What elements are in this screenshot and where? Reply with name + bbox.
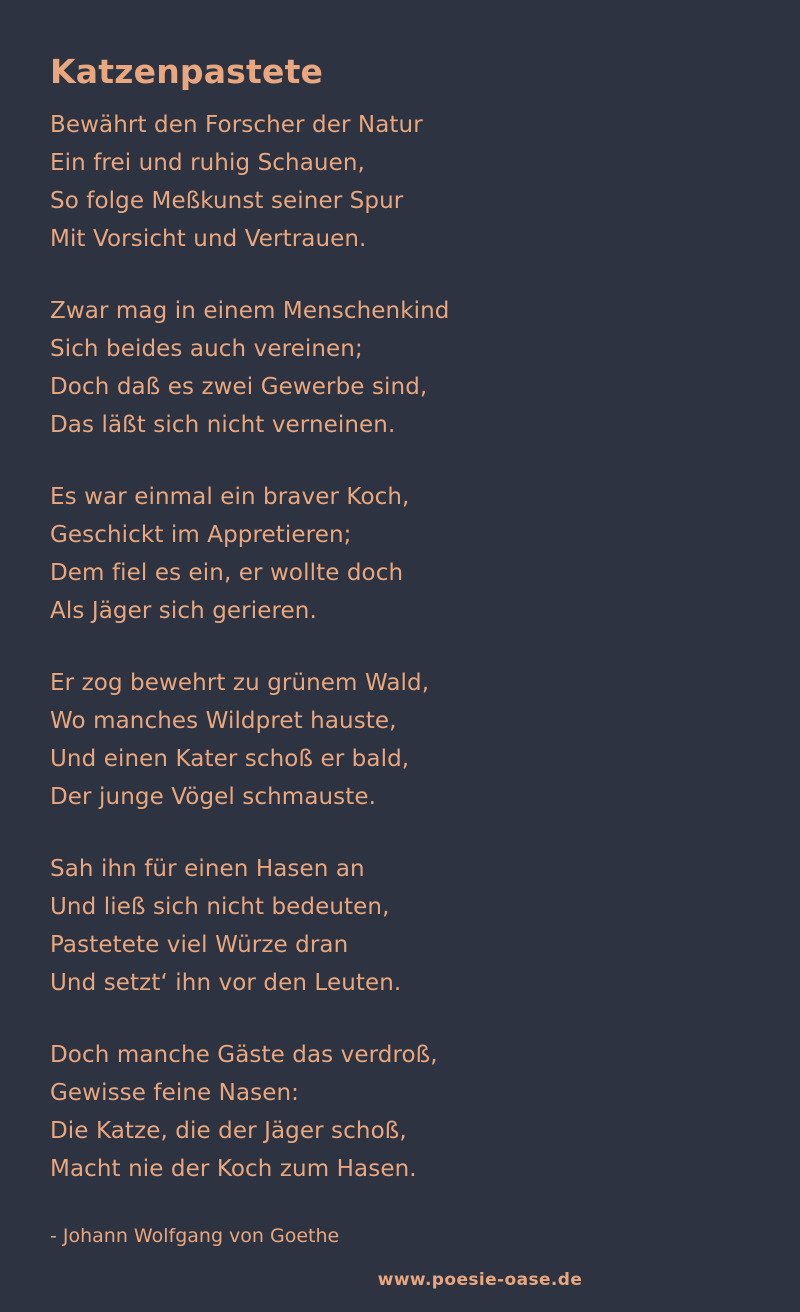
poem-line: Doch manche Gäste das verdroß,	[50, 1041, 438, 1068]
poem-line: Die Katze, die der Jäger schoß,	[50, 1117, 407, 1144]
page-title: Katzenpastete	[50, 52, 324, 91]
poem-line: Und ließ sich nicht bedeuten,	[50, 893, 390, 920]
stanza	[50, 850, 750, 1002]
poem-line: Gewisse feine Nasen:	[50, 1079, 300, 1106]
poem-line: Sah ihn für einen Hasen an	[50, 855, 365, 882]
poem-line: Es war einmal ein braver Koch,	[50, 483, 410, 510]
poem-line: Als Jäger sich gerieren.	[50, 597, 317, 624]
poem-author: - Johann Wolfgang von Goethe	[50, 1224, 340, 1247]
poem-line: Doch daß es zwei Gewerbe sind,	[50, 373, 428, 400]
poem-line: Der junge Vögel schmauste.	[50, 783, 377, 810]
poem-line: Pastetete viel Würze dran	[50, 931, 349, 958]
poem-line: Das läßt sich nicht verneinen.	[50, 411, 396, 438]
poem-line: Und setzt‘ ihn vor den Leuten.	[50, 969, 402, 996]
poem-line: Sich beides auch vereinen;	[50, 335, 363, 362]
poem-line: Bewährt den Forscher der Natur	[50, 111, 423, 138]
poem-line: Dem fiel es ein, er wollte doch	[50, 559, 404, 586]
poem-line: Ein frei und ruhig Schauen,	[50, 149, 365, 176]
poem-line: Geschickt im Appretieren;	[50, 521, 352, 548]
stanza	[50, 478, 750, 630]
poem-body	[50, 106, 750, 1188]
site-watermark: www.poesie-oase.de	[377, 1270, 583, 1290]
poem-line: So folge Meßkunst seiner Spur	[50, 187, 404, 214]
stanza	[50, 106, 750, 258]
poem-line: Macht nie der Koch zum Hasen.	[50, 1155, 417, 1182]
stanza	[50, 664, 750, 816]
poem-line: Wo manches Wildpret hauste,	[50, 707, 397, 734]
stanza	[50, 292, 750, 444]
poem-line: Mit Vorsicht und Vertrauen.	[50, 225, 367, 252]
poem-line: Er zog bewehrt zu grünem Wald,	[50, 669, 430, 696]
stanza	[50, 1036, 750, 1188]
poem-line: Und einen Kater schoß er bald,	[50, 745, 410, 772]
poem-line: Zwar mag in einem Menschenkind	[50, 297, 450, 324]
